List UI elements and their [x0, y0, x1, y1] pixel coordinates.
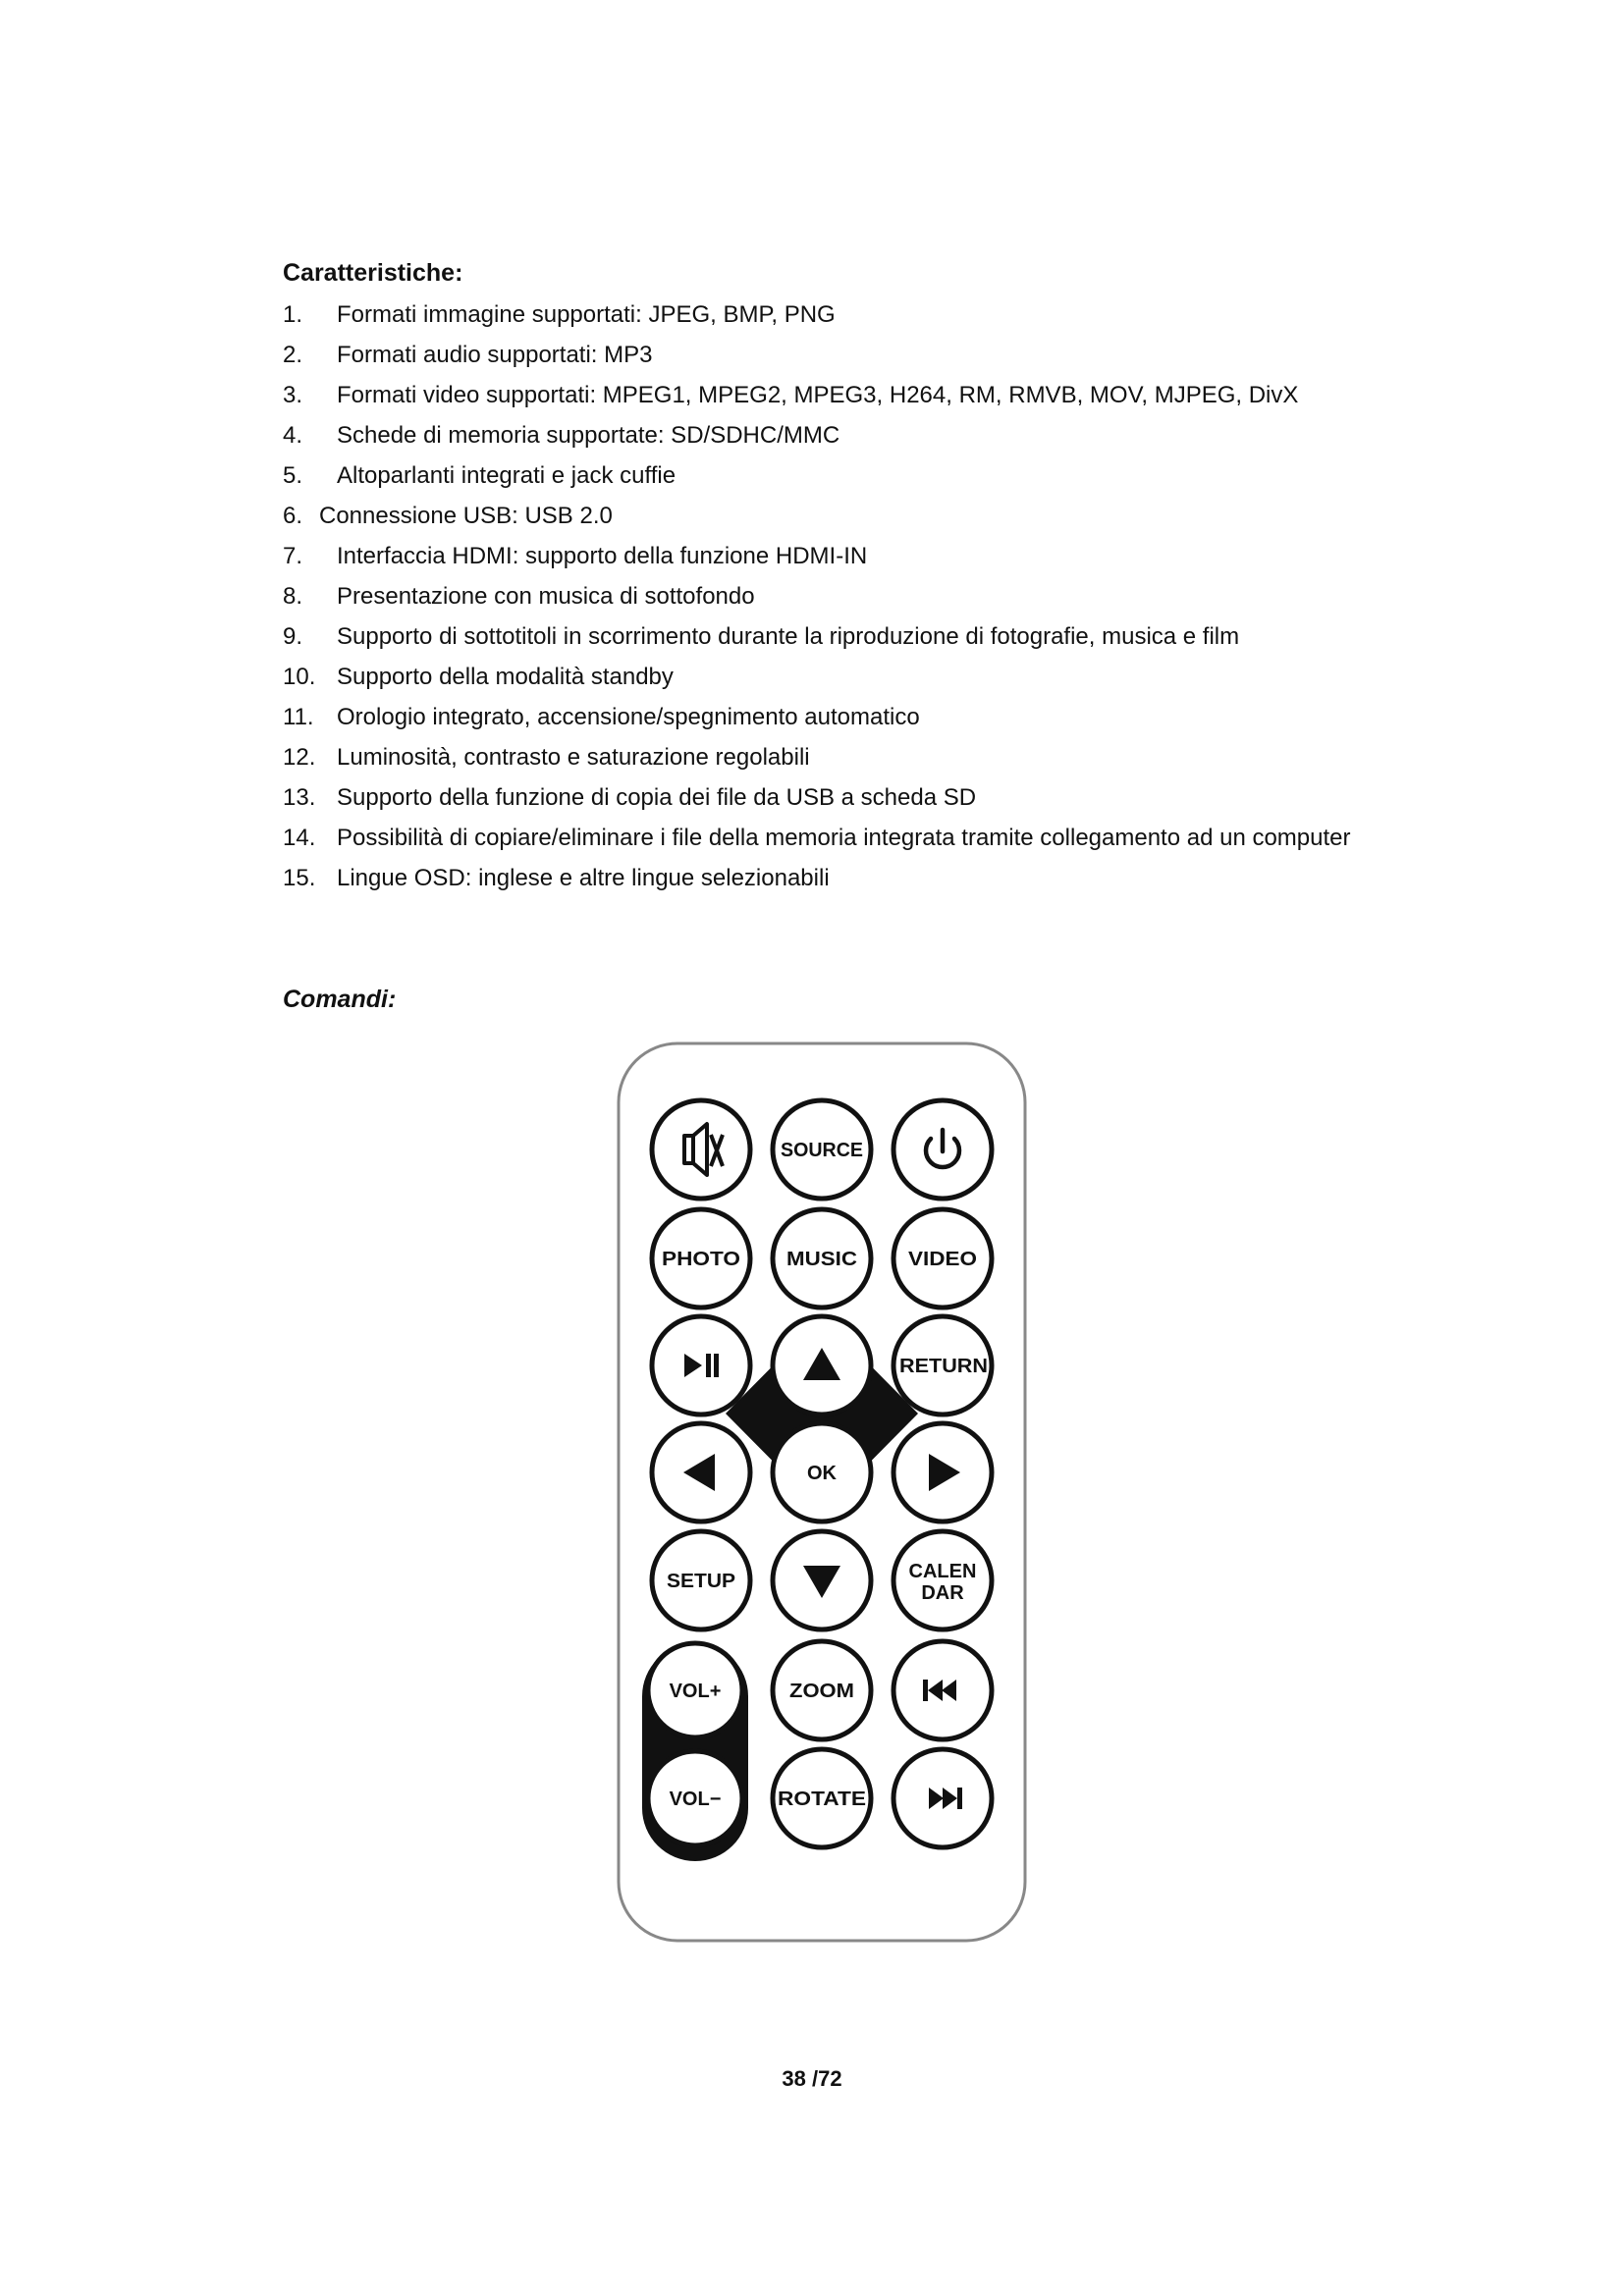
- page-total: 72: [818, 2066, 842, 2091]
- feature-text: Connessione USB: USB 2.0: [319, 503, 613, 529]
- feature-number: 9.: [283, 623, 303, 650]
- feature-text: Lingue OSD: inglese e altre lingue selezionabili: [337, 865, 830, 891]
- feature-text: Schede di memoria supportate: SD/SDHC/MMC: [337, 422, 840, 449]
- feature-item: [283, 737, 1363, 777]
- feature-text: Formati video supportati: MPEG1, MPEG2, MPEG3, H264, RM, RMVB, MOV, MJPEG, DivX: [337, 382, 1299, 408]
- features-heading: Caratteristiche:: [283, 259, 463, 287]
- page-number: [0, 2066, 1624, 2092]
- feature-item: [283, 536, 1363, 576]
- feature-number: 7.: [283, 543, 303, 569]
- feature-number: 11.: [283, 704, 314, 730]
- feature-number: 15.: [283, 865, 316, 891]
- feature-item: [283, 455, 1363, 496]
- feature-number: 1.: [283, 301, 303, 328]
- feature-item: [283, 777, 1363, 818]
- page-current: 38: [782, 2066, 806, 2091]
- feature-text: Supporto della funzione di copia dei file da USB a scheda SD: [337, 784, 977, 811]
- feature-text: Possibilità di copiare/eliminare i file della memoria integrata tramite collegamento ad un computer: [337, 825, 1351, 851]
- feature-item: [283, 697, 1363, 737]
- feature-item: [283, 657, 1363, 697]
- feature-number: 6.: [283, 503, 303, 529]
- remote-control-illustration: [616, 1041, 1028, 1944]
- feature-item: [283, 375, 1363, 415]
- feature-text: Formati audio supportati: MP3: [337, 342, 653, 368]
- remote-control-drawing: [616, 1041, 1028, 1944]
- feature-item: [283, 616, 1363, 657]
- feature-number: 4.: [283, 422, 303, 449]
- feature-item: [283, 415, 1363, 455]
- rotate-label: ROTATE: [778, 1789, 866, 1810]
- feature-item: [283, 858, 1363, 898]
- mute-button: [652, 1100, 750, 1199]
- feature-number: 2.: [283, 342, 303, 368]
- zoom-label: ZOOM: [789, 1681, 854, 1702]
- ok-label: OK: [807, 1463, 837, 1484]
- feature-number: 10.: [283, 664, 316, 690]
- features-list: [283, 294, 1363, 898]
- source-label: SOURCE: [781, 1140, 863, 1161]
- controls-heading: Comandi:: [283, 986, 397, 1013]
- feature-text: Formati immagine supportati: JPEG, BMP, PNG: [337, 301, 836, 328]
- feature-item: [283, 294, 1363, 335]
- music-label: MUSIC: [786, 1249, 857, 1270]
- feature-number: 3.: [283, 382, 303, 408]
- feature-text: Supporto della modalità standby: [337, 664, 674, 690]
- feature-number: 12.: [283, 744, 316, 771]
- feature-text: Luminosità, contrasto e saturazione regolabili: [337, 744, 810, 771]
- feature-text: Orologio integrato, accensione/spegnimento automatico: [337, 704, 920, 730]
- photo-label: PHOTO: [662, 1249, 740, 1270]
- feature-number: 14.: [283, 825, 316, 851]
- setup-label: SETUP: [667, 1571, 735, 1592]
- calendar-label-line2: DAR: [921, 1582, 964, 1604]
- feature-number: 13.: [283, 784, 316, 811]
- vol-up-label: VOL+: [669, 1681, 722, 1702]
- feature-number: 5.: [283, 462, 303, 489]
- vol-down-label: VOL−: [669, 1789, 722, 1810]
- feature-text: Presentazione con musica di sottofondo: [337, 583, 755, 610]
- calendar-label-line1: CALEN: [908, 1561, 977, 1582]
- page-separator: /: [812, 2066, 819, 2091]
- feature-number: 8.: [283, 583, 303, 610]
- video-label: VIDEO: [908, 1249, 977, 1270]
- feature-item: [283, 496, 1363, 536]
- feature-item: [283, 335, 1363, 375]
- feature-item: [283, 818, 1363, 858]
- return-label: RETURN: [899, 1356, 988, 1377]
- feature-text: Altoparlanti integrati e jack cuffie: [337, 462, 677, 489]
- feature-text: Interfaccia HDMI: supporto della funzione HDMI-IN: [337, 543, 868, 569]
- feature-text: Supporto di sottotitoli in scorrimento durante la riproduzione di fotografie, musica e film: [337, 623, 1240, 650]
- feature-item: [283, 576, 1363, 616]
